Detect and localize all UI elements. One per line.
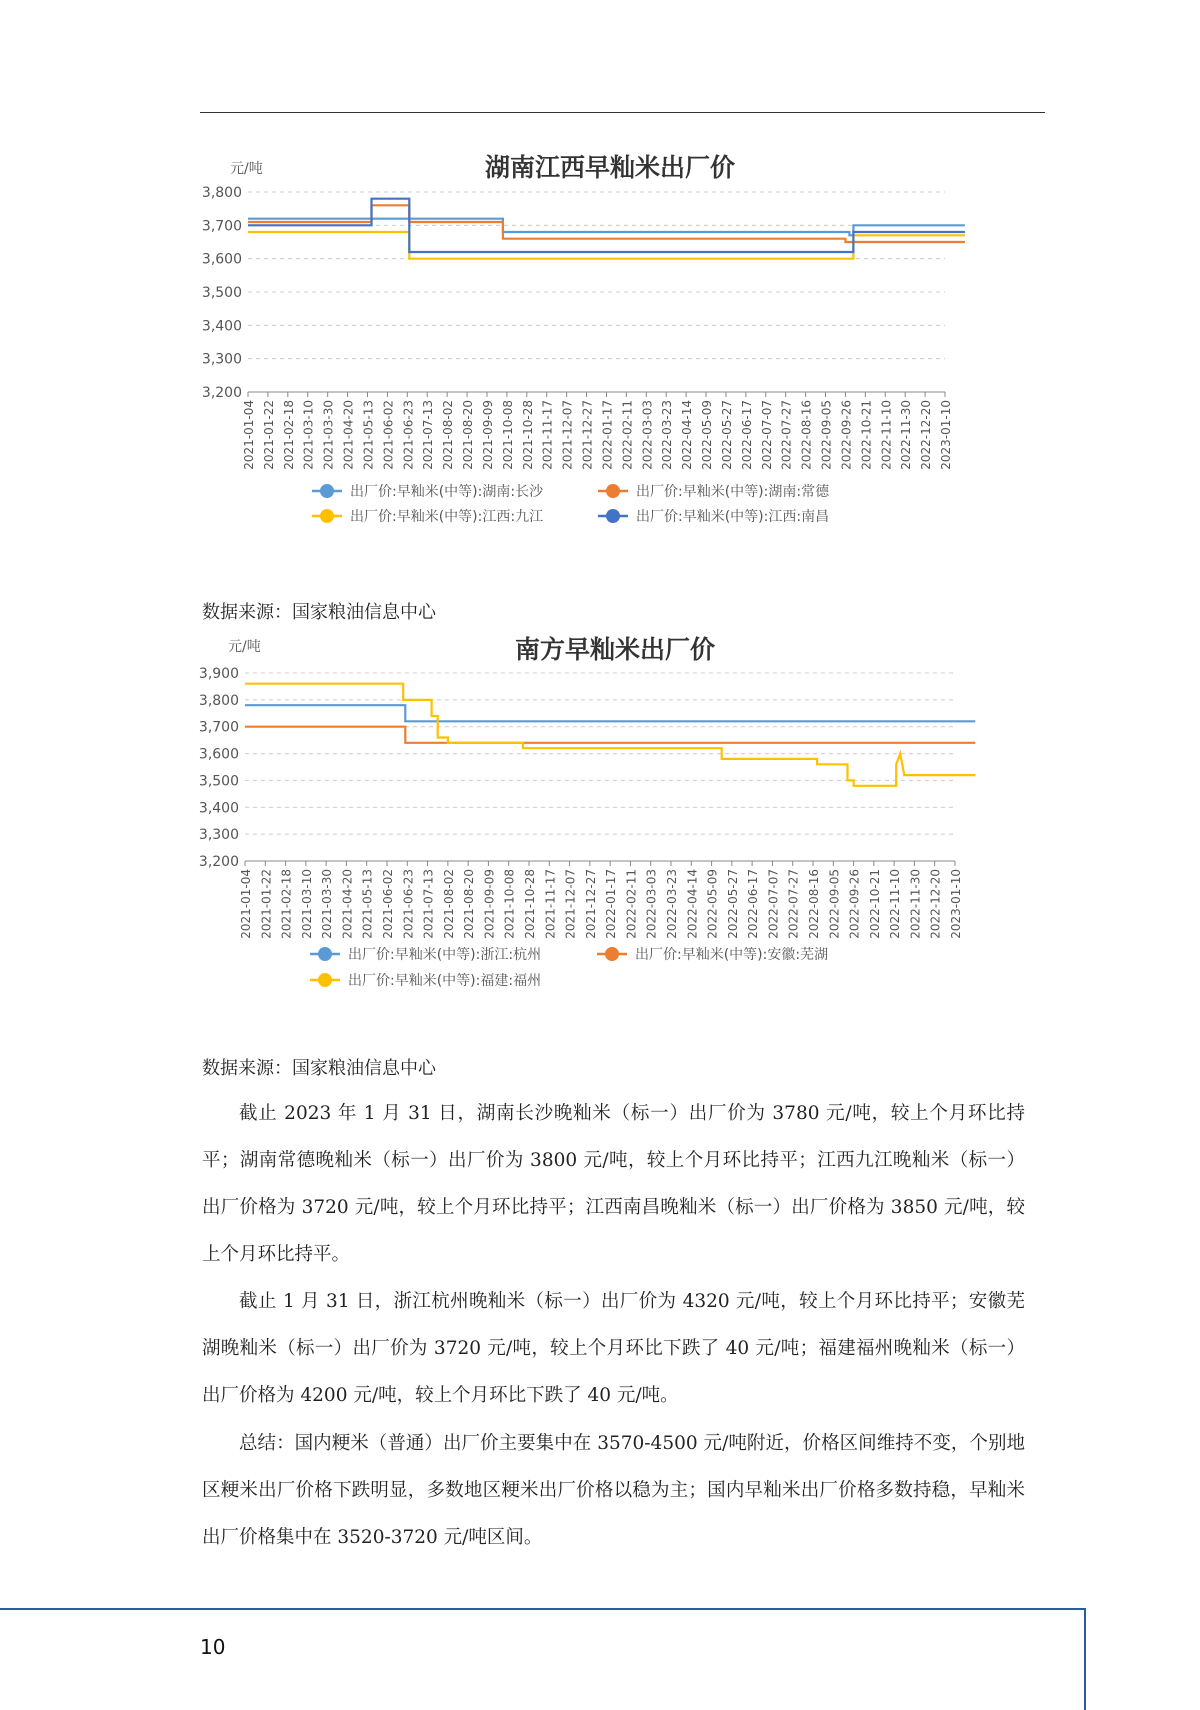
x-tick-label: 2023-01-10	[949, 869, 963, 939]
x-tick-label: 2021-03-30	[320, 869, 335, 939]
legend-label: 出厂价:早籼米(中等):江西:九江	[350, 509, 544, 525]
y-tick-label: 3,800	[198, 692, 239, 709]
footer-frame	[0, 1608, 1086, 1710]
x-tick-label: 2022-07-27	[779, 400, 794, 470]
x-tick-label: 2022-06-17	[739, 400, 754, 470]
southern-chart	[190, 635, 1040, 1040]
chart1-root	[202, 153, 965, 525]
y-tick-label: 3,200	[198, 854, 239, 870]
chart2-root	[199, 635, 975, 989]
y-tick-label: 3,400	[201, 318, 242, 335]
x-tick-label: 2022-11-10	[879, 400, 894, 470]
x-tick-label: 2022-04-14	[685, 869, 700, 939]
x-tick-label: 2022-12-20	[919, 400, 934, 470]
legend-label: 出厂价:早籼米(中等):浙江:杭州	[348, 947, 542, 963]
chart2-unit-label: 元/吨	[228, 639, 261, 655]
x-tick-label: 2021-11-17	[543, 869, 558, 939]
legend-label: 出厂价:早籼米(中等):湖南:常德	[636, 484, 830, 500]
x-tick-label: 2021-01-22	[259, 869, 274, 939]
x-tick-label: 2022-05-09	[705, 869, 720, 939]
y-tick-label: 3,700	[201, 218, 242, 235]
page-number: 10	[200, 1635, 226, 1659]
legend-marker	[318, 973, 332, 987]
paragraph-hunan-jiangxi: 截止 2023 年 1 月 31 日，湖南长沙晚籼米（标一）出厂价为 3780 元/吨，较上个月环比持平；湖南常德晚籼米（标一）出厂价为 3800 元/吨，较上个月环比持平；江西九江晚籼米（标一）出厂价格为 3720 元/吨，较上个月环比持平；江西南昌晚籼米（标一）出厂价格为 3850 元/吨，较上个月环比持平。	[202, 1103, 1025, 1265]
x-tick-label: 2021-09-09	[480, 400, 495, 470]
x-tick-label: 2022-02-11	[624, 869, 639, 939]
series-line-3	[245, 684, 975, 786]
x-tick-label: 2022-05-27	[719, 400, 734, 470]
legend-marker	[320, 509, 334, 523]
x-tick-label: 2021-03-30	[321, 400, 336, 470]
y-tick-label: 3,300	[198, 827, 239, 844]
x-tick-label: 2021-10-28	[520, 400, 535, 470]
chart2-source: 数据来源：国家粮油信息中心	[202, 1058, 436, 1079]
x-tick-label: 2022-07-07	[759, 400, 774, 470]
x-tick-label: 2021-12-27	[583, 869, 598, 939]
x-tick-label: 2021-10-08	[500, 400, 515, 470]
legend-marker	[606, 484, 620, 498]
x-tick-label: 2021-11-17	[540, 400, 555, 470]
y-tick-label: 3,600	[198, 746, 239, 763]
x-tick-label: 2021-02-18	[279, 869, 294, 939]
x-tick-label: 2021-06-02	[381, 869, 395, 939]
paragraph-zhejiang-anhui-fujian: 截止 1 月 31 日，浙江杭州晚籼米（标一）出厂价为 4320 元/吨，较上个月环比持平；安徽芜湖晚籼米（标一）出厂价为 3720 元/吨，较上个月环比下跌了 40 元/吨；福建福州晚籼米（标一）出厂价格为 4200 元/吨，较上个月环比下跌了 40 元/吨。	[202, 1291, 1025, 1406]
legend-marker	[605, 947, 619, 961]
x-tick-label: 2022-06-17	[746, 869, 761, 939]
x-tick-label: 2022-01-17	[600, 400, 615, 470]
x-tick-label: 2021-01-22	[261, 400, 276, 470]
y-tick-label: 3,300	[201, 351, 242, 368]
y-tick-label: 3,400	[198, 800, 239, 817]
chart1-unit-label: 元/吨	[230, 161, 263, 177]
y-tick-label: 3,200	[201, 385, 242, 401]
x-tick-label: 2022-07-27	[786, 869, 801, 939]
x-tick-label: 2021-04-20	[340, 869, 355, 939]
y-tick-label: 3,800	[201, 185, 242, 201]
x-tick-label: 2022-10-21	[859, 400, 874, 470]
x-tick-label: 2022-09-26	[839, 400, 854, 470]
x-tick-label: 2022-04-14	[680, 399, 695, 470]
x-tick-label: 2021-08-02	[441, 869, 456, 939]
x-tick-label: 2022-12-20	[928, 869, 943, 939]
chart2-title: 南方早籼米出厂价	[514, 635, 716, 664]
x-tick-label: 2021-05-13	[360, 869, 375, 939]
x-tick-label: 2021-05-13	[361, 400, 376, 470]
paragraph-summary: 总结：国内粳米（普通）出厂价主要集中在 3570-4500 元/吨附近，价格区间维持不变，个别地区粳米出厂价格下跌明显，多数地区粳米出厂价格以稳为主；国内早籼米出厂价格多数持稳，早籼米出厂价格集中在 3520-3720 元/吨区间。	[202, 1433, 1025, 1548]
x-tick-label: 2022-11-10	[888, 869, 903, 939]
series-line-1	[245, 705, 975, 721]
x-tick-label: 2022-09-05	[827, 869, 842, 939]
y-tick-label: 3,700	[198, 719, 239, 736]
x-tick-label: 2021-12-07	[563, 869, 578, 939]
hunan-jiangxi-chart	[190, 150, 1040, 580]
legend-marker	[320, 484, 334, 498]
x-tick-label: 2022-08-16	[799, 400, 814, 470]
x-tick-label: 2021-03-10	[299, 869, 314, 939]
x-tick-label: 2022-10-21	[867, 869, 882, 939]
x-tick-label: 2022-01-17	[604, 869, 619, 939]
x-tick-label: 2022-05-27	[725, 869, 740, 939]
x-tick-label: 2022-11-30	[899, 400, 914, 470]
x-tick-label: 2021-10-08	[502, 869, 517, 939]
x-tick-label: 2021-08-02	[441, 400, 456, 470]
x-tick-label: 2022-11-30	[908, 869, 923, 939]
x-tick-label: 2021-10-28	[523, 869, 537, 939]
series-line-2	[248, 205, 965, 242]
x-tick-label: 2021-08-20	[461, 400, 476, 470]
x-tick-label: 2021-12-27	[580, 400, 595, 470]
y-tick-label: 3,900	[198, 666, 239, 682]
header-rule	[200, 112, 1045, 113]
legend-label: 出厂价:早籼米(中等):福建:福州	[348, 973, 542, 989]
x-tick-label: 2021-02-18	[281, 400, 296, 470]
x-tick-label: 2021-08-20	[462, 869, 477, 939]
x-tick-label: 2022-09-05	[819, 400, 834, 470]
x-tick-label: 2022-03-03	[640, 400, 655, 470]
x-tick-label: 2021-01-04	[239, 869, 253, 939]
y-tick-label: 3,500	[198, 773, 239, 790]
series-line-2	[245, 727, 975, 743]
x-tick-label: 2021-07-13	[421, 400, 436, 470]
legend-marker	[606, 509, 620, 523]
x-tick-label: 2021-07-13	[421, 869, 436, 939]
legend-marker	[318, 947, 332, 961]
chart1-source: 数据来源：国家粮油信息中心	[202, 602, 436, 623]
x-tick-label: 2021-04-20	[341, 400, 356, 470]
x-tick-label: 2021-09-09	[482, 869, 497, 939]
x-tick-label: 2022-05-09	[700, 400, 715, 470]
x-tick-label: 2022-03-23	[660, 400, 675, 470]
x-tick-label: 2021-12-07	[560, 400, 575, 470]
x-tick-label: 2023-01-10	[939, 400, 953, 470]
x-tick-label: 2021-01-04	[242, 400, 256, 470]
y-tick-label: 3,600	[201, 251, 242, 268]
legend-label: 出厂价:早籼米(中等):江西:南昌	[636, 509, 830, 525]
x-tick-label: 2022-02-11	[620, 400, 635, 470]
legend-label: 出厂价:早籼米(中等):安徽:芜湖	[635, 947, 829, 963]
x-tick-label: 2022-07-07	[766, 869, 781, 939]
x-tick-label: 2021-06-02	[381, 400, 396, 470]
x-tick-label: 2021-06-23	[401, 400, 416, 470]
x-tick-label: 2021-06-23	[401, 869, 416, 939]
x-tick-label: 2022-08-16	[807, 869, 821, 939]
legend-label: 出厂价:早籼米(中等):湖南:长沙	[350, 484, 544, 500]
chart1-title: 湖南江西早籼米出厂价	[484, 153, 736, 182]
y-tick-label: 3,500	[201, 285, 242, 301]
x-tick-label: 2022-09-26	[847, 869, 862, 939]
x-tick-label: 2021-03-10	[301, 400, 316, 470]
x-tick-label: 2022-03-23	[665, 869, 679, 939]
series-line-3	[248, 232, 965, 259]
x-tick-label: 2022-03-03	[644, 869, 659, 939]
